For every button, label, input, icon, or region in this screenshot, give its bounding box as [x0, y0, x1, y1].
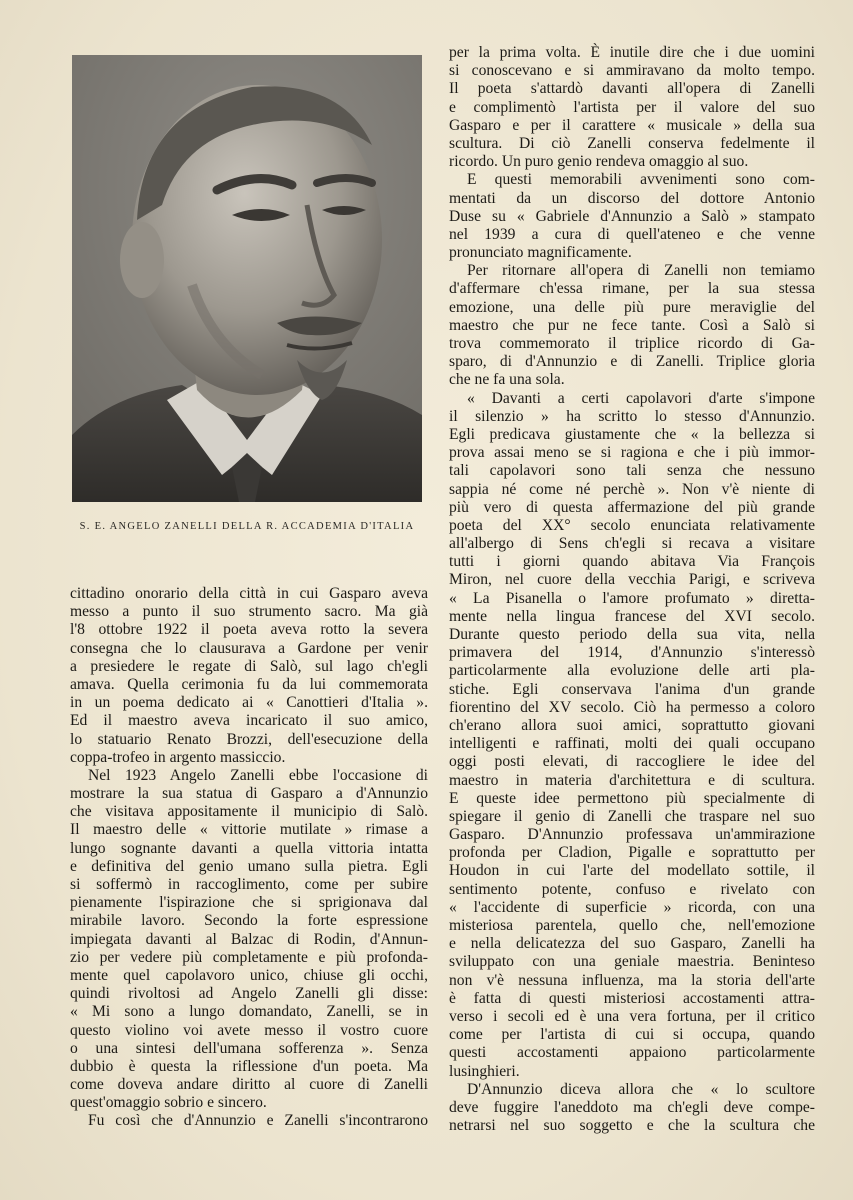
text-line: tali capolavori sono tali senza che nessuno [449, 462, 815, 480]
text-line: consegna che lo clausurava a Gardone per venir [70, 639, 428, 657]
text-line: Durante questo periodo della sua vita, nella [449, 626, 815, 643]
text-line: « Davanti a certi capolavori d'arte s'impone [467, 389, 815, 407]
text-line: come per l'artista di cui si occupa, quando [449, 1026, 815, 1044]
text-line: Gasparo. D'Annunzio professava un'ammirazione [449, 826, 815, 844]
text-line: nel 1939 a cura di quell'ateneo e che venne [449, 225, 815, 243]
text-line: pronunciato magnificamente. [449, 244, 632, 262]
text-line: « La Pisanella o l'amore profumato » diretta- [449, 589, 815, 607]
text-line: intelligenti e raffinati, molti dei quali occupano [449, 735, 815, 753]
text-line: come doveva andare diritto al cuore di Zanelli [70, 1076, 428, 1094]
text-line: d'affermare ch'essa rimane, per la sua stessa [449, 280, 815, 298]
text-line: zio per vedere più completamente e più profonda- [70, 948, 428, 966]
text-line: scultura. Di ciò Zanelli conserva fedelmente il [449, 134, 815, 152]
text-line: coppa-trofeo in argento massiccio. [70, 748, 286, 766]
portrait-photo [72, 55, 422, 502]
text-line: Nel 1923 Angelo Zanelli ebbe l'occasione di [88, 766, 428, 784]
right-text-column [449, 44, 815, 1135]
text-line: maestro che pur ne fece tante. Così a Salò si [449, 316, 815, 334]
text-line: Egli predicava giustamente che « la bellezza si [449, 425, 815, 443]
text-line: misteriosa parentela, quello che, nell'emozione [449, 917, 815, 934]
text-line: non v'è nessuna influenza, ma la storia dell'arte [449, 971, 815, 989]
text-line: a presiedere le regate di Salò, sul lago ch'egli [70, 657, 428, 675]
text-line: verso i secoli ed è una vera fortuna, per il critico [449, 1007, 815, 1025]
text-line: Il poeta s'attardò davanti all'opera di Zanelli [449, 80, 815, 98]
text-line: questi accostamenti appaiono particolarmente [449, 1044, 815, 1062]
text-line: spiegare il genio di Zanelli che traspare nel suo [449, 807, 815, 825]
text-line: e nella delicatezza del suo Gasparo, Zanelli ha [449, 935, 815, 953]
text-line: quest'omaggio sobrio e sincero. [70, 1094, 267, 1112]
text-line: mentati da un discorso del dottore Antonio [449, 189, 815, 207]
text-line: E queste idee permettono più specialmente di [449, 789, 815, 807]
text-line: « Mi sono a lungo domandato, Zanelli, se in [70, 1003, 428, 1021]
text-line: Houdon in cui l'arte del modellato sottile, il [449, 862, 815, 880]
text-line: Fu così che d'Annunzio e Zanelli s'incontrarono [88, 1112, 428, 1130]
text-line: e definitiva del genio umano sulla pietra. Egli [70, 857, 428, 875]
text-line: fiorentino del XV secolo. Ciò ha permesso a coloro [449, 698, 815, 716]
text-line: Duse su « Gabriele d'Annunzio a Salò » stampato [449, 207, 815, 225]
text-line: emozione, una delle più pure meraviglie del [449, 298, 815, 316]
text-line: « l'accidente di superficie » ricorda, con una [449, 898, 815, 916]
text-line: mente quel capolavoro unico, chiuse gli occhi, [70, 966, 428, 984]
text-line: lo statuario Renato Brozzi, dell'esecuzione della [70, 730, 428, 748]
text-line: all'albergo di Sens ch'egli si recava a visitare [449, 535, 815, 553]
text-line: D'Annunzio diceva allora che « lo scultore [467, 1080, 815, 1098]
text-line: mente nella lingua francese del XVI secolo. [449, 607, 815, 625]
text-line: che visitava appositamente il municipio di Salò. [70, 803, 428, 821]
text-line: per la prima volta. È inutile dire che i due uomini [449, 44, 815, 61]
text-line: sentimento potente, confuso e rivelato con [449, 880, 815, 898]
text-line: quindi rivoltosi ad Angelo Zanelli gli disse: [70, 985, 428, 1003]
text-line: trova commemorato il triplice ricordo di Ga- [449, 335, 815, 352]
text-line: dubbio è questa la riflessione d'un poeta. Ma [70, 1057, 428, 1075]
text-line: l'8 ottobre 1922 il poeta aveva rotto la severa [70, 621, 428, 639]
text-line: è fatta di questi misteriosi accostamenti attra- [449, 989, 815, 1007]
text-line: pienamente l'ispirazione che si sprigionava dal [70, 894, 428, 912]
text-line: più vero di questa affermazione del più grande [449, 498, 815, 516]
text-line: lungo sognante davanti a quella vittoria intatta [70, 839, 428, 857]
text-line: profonda per Cladion, Pigalle e soprattutto per [449, 844, 815, 862]
text-line: mostrare la sua statua di Gasparo a d'Annunzio [70, 785, 428, 803]
text-line: questo violino voi avete messo il vostro cuore [70, 1021, 428, 1039]
text-line: che ne fa una sola. [449, 371, 565, 389]
left-text-column [70, 585, 428, 1131]
text-line: prova assai meno se si ragiona e che i più immor- [449, 444, 815, 462]
text-line: poeta del XX° secolo enunciata relativamente [449, 516, 815, 534]
text-line: o una sintesi dell'umana sofferenza ». Senza [70, 1039, 428, 1057]
portrait-image [72, 55, 422, 502]
text-line: oggi posti elevati, di raccogliere le idee del [449, 753, 815, 771]
text-line: amava. Quella cerimonia fu da lui commemorata [70, 675, 428, 693]
text-line: maestro in materia d'architettura e di scultura. [449, 771, 815, 789]
text-line: si conoscevano e si ammiravano da molto tempo. [449, 62, 815, 80]
text-line: e complimentò l'artista per il valore del suo [449, 98, 815, 116]
text-line: netrarsi nel suo soggetto e che la scultura che [449, 1117, 815, 1135]
text-line: il silenzio » ha scritto lo stesso d'Annunzio. [449, 407, 815, 425]
text-line: deve fuggire l'aneddoto ma ch'egli deve compe- [449, 1098, 815, 1116]
text-line: ricordo. Un puro genio rendeva omaggio al suo. [449, 153, 749, 171]
text-line: in un poema dedicato ai « Canottieri d'Italia ». [70, 694, 428, 712]
text-line: Ed il maestro aveva incaricato il suo amico, [70, 712, 428, 730]
text-line: impiegata davanti al Balzac di Rodin, d'Annun- [70, 930, 428, 948]
text-line: primavera del 1914, d'Annunzio s'interessò [449, 644, 815, 662]
text-line: messo a punto il suo strumento sacro. Ma già [70, 603, 428, 621]
text-line: Miron, nel cuore della vecchia Parigi, e scriveva [449, 571, 815, 589]
text-line: cittadino onorario della città in cui Gasparo aveva [70, 585, 428, 602]
text-line: Gasparo e per il carattere « musicale » della sua [449, 116, 815, 134]
text-line: particolarmente alla evoluzione delle arti pla- [449, 662, 815, 680]
text-line: tutti i giorni quando abitava Via François [449, 553, 815, 571]
text-line: lusinghieri. [449, 1062, 520, 1080]
text-line: Il maestro delle « vittorie mutilate » rimase a [70, 821, 428, 839]
photo-caption: S. E. ANGELO ZANELLI DELLA R. ACCADEMIA D'ITALIA [79, 521, 415, 532]
text-line: ch'erano allora suoi amici, soprattutto giovani [449, 716, 815, 734]
text-line: stiche. Egli conservava l'anima d'un grande [449, 680, 815, 698]
text-line: sparo, di d'Annunzio e di Zanelli. Triplice gloria [449, 353, 815, 371]
text-line: mirabile lavoro. Secondo la forte espressione [70, 912, 428, 930]
text-line: si soffermò in raccoglimento, come per subire [70, 876, 428, 893]
text-line: sviluppato con una geniale maestria. Beninteso [449, 953, 815, 971]
text-line: sappia né come né perchè ». Non v'è niente di [449, 480, 815, 498]
text-line: Per ritornare all'opera di Zanelli non temiamo [467, 262, 815, 280]
text-line: E questi memorabili avvenimenti sono com- [467, 171, 815, 189]
